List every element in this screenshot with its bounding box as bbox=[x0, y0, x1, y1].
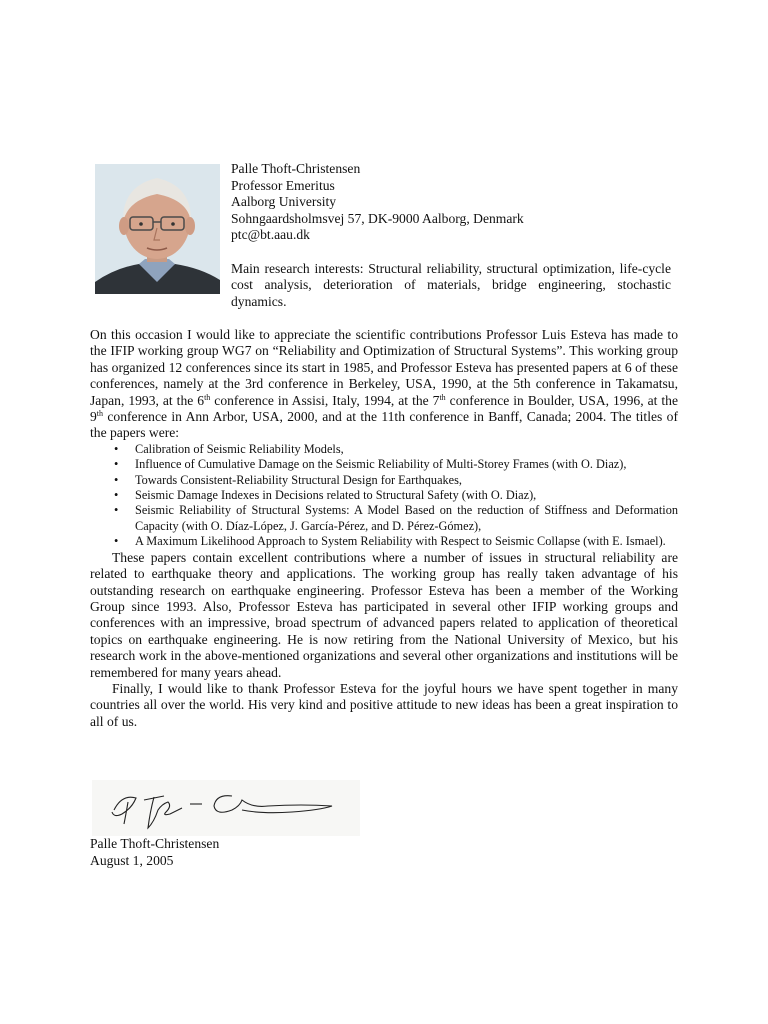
contributions-paragraph: These papers contain excellent contributions where a number of issues in structural reliability are related to earthquake theory and applications. The working group has really taken advantage of his outstanding research on earthquake engineering. Professor Esteva has been a member of the Working Group since 1993. Also, Professor Esteva has participated in several other IFIP working groups and conferences with an impressive, broad spectrum of advanced papers related to application of theoretical topics on earthquake engineering. He is now retiring from the National University of Mexico, but his research work in the above-mentioned organizations and several other organizations and institutions will be remembered for many years ahead. bbox=[90, 549, 678, 680]
list-item: • Seismic Reliability of Structural Systems: A Model Based on the reduction of Stiffness and Deformation Capacity (with O. Díaz-López, J. García-Pérez, and D. Pérez-Gómez), bbox=[90, 503, 678, 534]
paper-list bbox=[90, 442, 678, 550]
author-university: Aalborg University bbox=[231, 194, 337, 209]
author-address: Sohngaardsholmsvej 57, DK-9000 Aalborg, Denmark bbox=[231, 210, 524, 226]
closing-date: August 1, 2005 bbox=[90, 852, 174, 868]
list-item: • Calibration of Seismic Reliability Models, bbox=[90, 442, 678, 457]
intro-paragraph: On this occasion I would like to appreciate the scientific contributions Professor Luis Esteva has made to the IFIP working group WG7 on “Reliability and Optimization of Structural Systems”. This working group has organized 12 conferences since its start in 1985, and Professor Esteva has presented papers at 6 of these conferences, namely at the 3rd conference in Berkeley, USA, 1990, at the 5th conference in Takamatsu, Japan, 1993, at the 6th conference in Assisi, Italy, 1994, at the 7th conference in Boulder, USA, 1996, at the 9th conference in Ann Arbor, USA, 2000, and at the 11th conference in Banff, Canada; 2004. The titles of the papers were: bbox=[90, 327, 678, 441]
portrait-photo bbox=[95, 164, 220, 294]
list-item: • Influence of Cumulative Damage on the Seismic Reliability of Multi-Storey Frames (with O. Diaz), bbox=[90, 457, 678, 472]
portrait-illustration bbox=[95, 164, 220, 294]
letter-body bbox=[90, 327, 678, 730]
author-email: ptc@bt.aau.dk bbox=[231, 227, 310, 242]
thanks-paragraph: Finally, I would like to thank Professor Esteva for the joyful hours we have spent together in many countries all over the world. His very kind and positive attitude to new ideas has been a great inspiration to all of us. bbox=[90, 680, 678, 729]
author-name: Palle Thoft-Christensen bbox=[231, 161, 361, 176]
list-item: • Seismic Damage Indexes in Decisions related to Structural Safety (with O. Diaz), bbox=[90, 488, 678, 503]
handwritten-signature bbox=[92, 780, 360, 836]
author-title: Professor Emeritus bbox=[231, 177, 335, 193]
list-item: • A Maximum Likelihood Approach to System Reliability with Respect to Seismic Collapse (with E. Ismael). bbox=[90, 534, 678, 549]
author-header bbox=[231, 161, 671, 310]
closing-block bbox=[90, 836, 219, 869]
list-item: • Towards Consistent-Reliability Structural Design for Earthquakes, bbox=[90, 473, 678, 488]
signature-image bbox=[92, 780, 360, 836]
closing-name: Palle Thoft-Christensen bbox=[90, 836, 220, 851]
research-interests: Main research interests: Structural reliability, structural optimization, life-cycle cost analysis, deterioration of materials, bridge engineering, stochastic dynamics. bbox=[231, 260, 671, 309]
